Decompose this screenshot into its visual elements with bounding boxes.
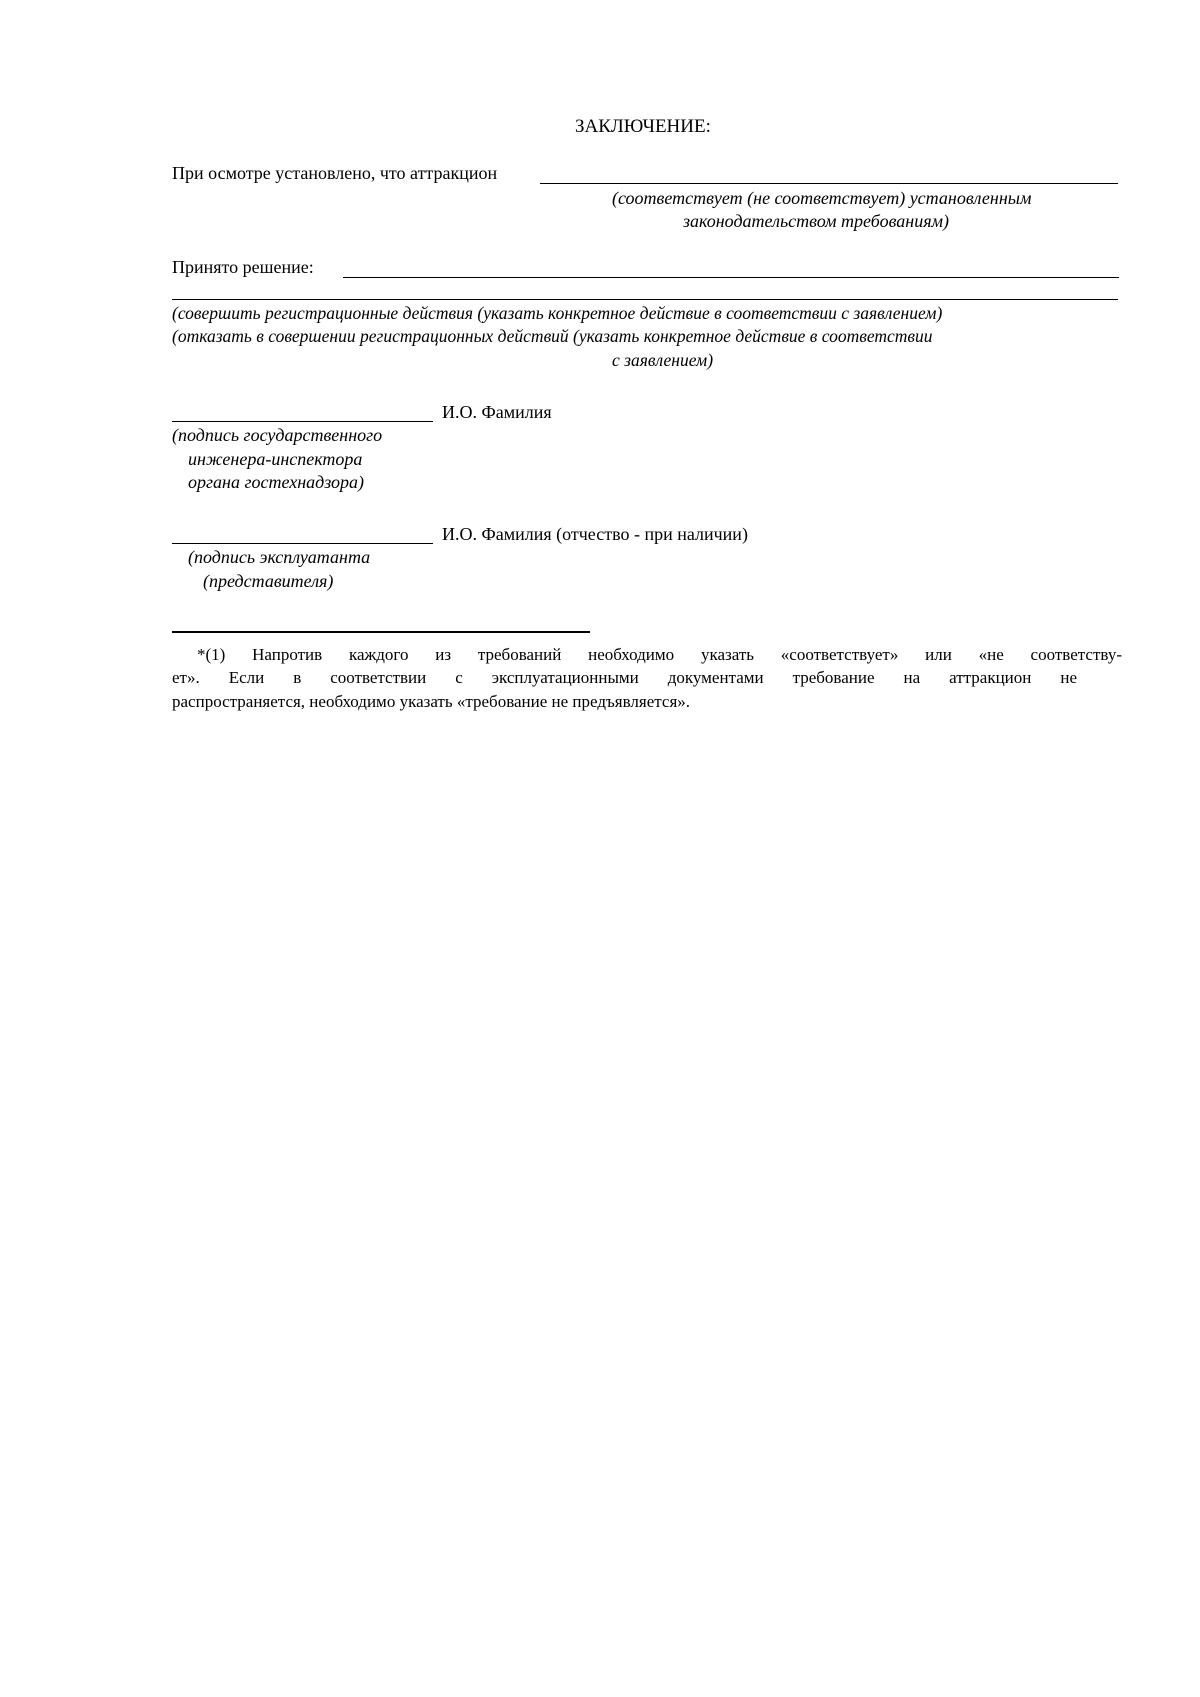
operator-signature-line [172, 543, 433, 544]
decision-hint-line-2: (отказать в совершении регистрационных действий (указать конкретное действие в соответствии [172, 326, 933, 346]
inspection-label: При осмотре установлено, что аттракцион [172, 163, 498, 183]
footnote-line-3: распространяется, необходимо указать «требование не предъявляется». [172, 692, 691, 711]
inspector-signature-line [172, 421, 433, 422]
operator-name: И.О. Фамилия (отчество - при наличии) [442, 524, 748, 544]
decision-blank-line-1 [343, 277, 1119, 278]
inspection-blank-line [540, 183, 1118, 184]
inspector-caption-line-3: органа гостехнадзора) [188, 472, 365, 492]
inspection-hint-line-1: (соответствует (не соответствует) установленным [612, 188, 1032, 208]
footnote-line-2: ет». Если в соответствии с эксплуатационными документами требование на аттракцион не [172, 668, 1077, 687]
inspection-hint-line-2: законодательством требованиям) [683, 211, 950, 231]
decision-hint-line-1: (совершить регистрационные действия (указать конкретное действие в соответствии с заявлением) [172, 303, 943, 323]
footnote-line-1: *(1) Напротив каждого из требований необходимо указать «соответствует» или «не соответству- [197, 645, 1122, 664]
inspector-name: И.О. Фамилия [442, 402, 552, 422]
decision-hint-line-3: с заявлением) [612, 350, 714, 370]
decision-blank-line-2 [172, 299, 1118, 300]
inspector-caption-line-1: (подпись государственного [172, 425, 383, 445]
document-heading: ЗАКЛЮЧЕНИЕ: [575, 116, 711, 137]
footnote-separator [172, 631, 590, 633]
operator-caption-line-2: (представителя) [203, 571, 334, 591]
operator-caption-line-1: (подпись эксплуатанта [188, 547, 371, 567]
inspector-caption-line-2: инженера-инспектора [188, 449, 363, 469]
decision-label: Принято решение: [172, 257, 314, 277]
